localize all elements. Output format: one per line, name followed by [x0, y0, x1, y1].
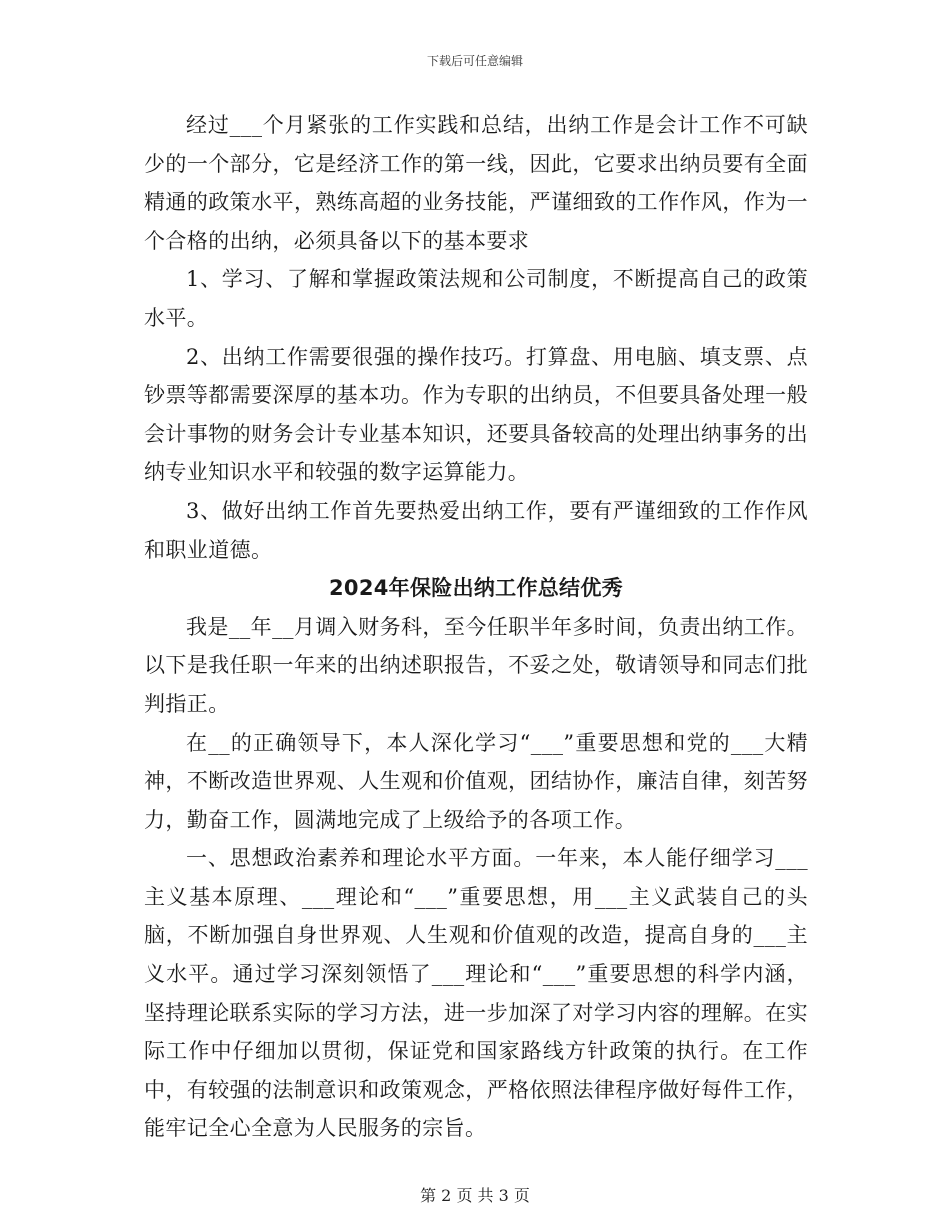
- paragraph-intro: 经过___个月紧张的工作实践和总结，出纳工作是会计工作不可缺少的一个部分，它是经济工作的第一线，因此，它要求出纳员要有全面精通的政策水平，熟练高超的业务技能，严谨细致的工作作风，作为一个合格的出纳，必须具备以下的基本要求: [144, 113, 808, 253]
- page-header-note: 下载后可任意编辑: [426, 54, 523, 68]
- paragraph-leadership: 在__的正确领导下，本人深化学习“___”重要思想和党的___大精神，不断改造世界观、人生观和价值观，团结协作，廉洁自律，刻苦努力，勤奋工作，圆满地完成了上级给予的各项工作。: [144, 730, 808, 832]
- paragraph-requirement-3: 3、做好出纳工作首先要热爱出纳工作，要有严谨细致的工作作风和职业道德。: [144, 498, 808, 562]
- section-heading: 2024年保险出纳工作总结优秀: [329, 576, 623, 601]
- page-number: 第 2 页 共 3 页: [420, 1186, 530, 1205]
- paragraph-report-intro: 我是__年__月调入财务科，至今任职半年多时间，负责出纳工作。以下是我任职一年来的出纳述职报告，不妥之处，敬请领导和同志们批判指正。: [144, 614, 808, 716]
- paragraph-political-theory: 一、思想政治素养和理论水平方面。一年来，本人能仔细学习___主义基本原理、___理论和“___”重要思想，用___主义武装自己的头脑，不断加强自身世界观、人生观和价值观的改造，提高自身的___主义水平。通过学习深刻领悟了___理论和“___”重要思想的科学内涵，坚持理论联系实际的学习方法，进一步加深了对学习内容的理解。在实际工作中仔细加以贯彻，保证党和国家路线方针政策的执行。在工作中，有较强的法制意识和政策观念，严格依照法律程序做好每件工作，能牢记全心全意为人民服务的宗旨。: [144, 846, 808, 1141]
- paragraph-requirement-2: 2、出纳工作需要很强的操作技巧。打算盘、用电脑、填支票、点钞票等都需要深厚的基本功。作为专职的出纳员，不但要具备处理一般会计事物的财务会计专业基本知识，还要具备较高的处理出纳事务的出纳专业知识水平和较强的数字运算能力。: [144, 344, 808, 485]
- document-body: [144, 106, 808, 1148]
- paragraph-requirement-1: 1、学习、了解和掌握政策法规和公司制度，不断提高自己的政策水平。: [144, 267, 808, 330]
